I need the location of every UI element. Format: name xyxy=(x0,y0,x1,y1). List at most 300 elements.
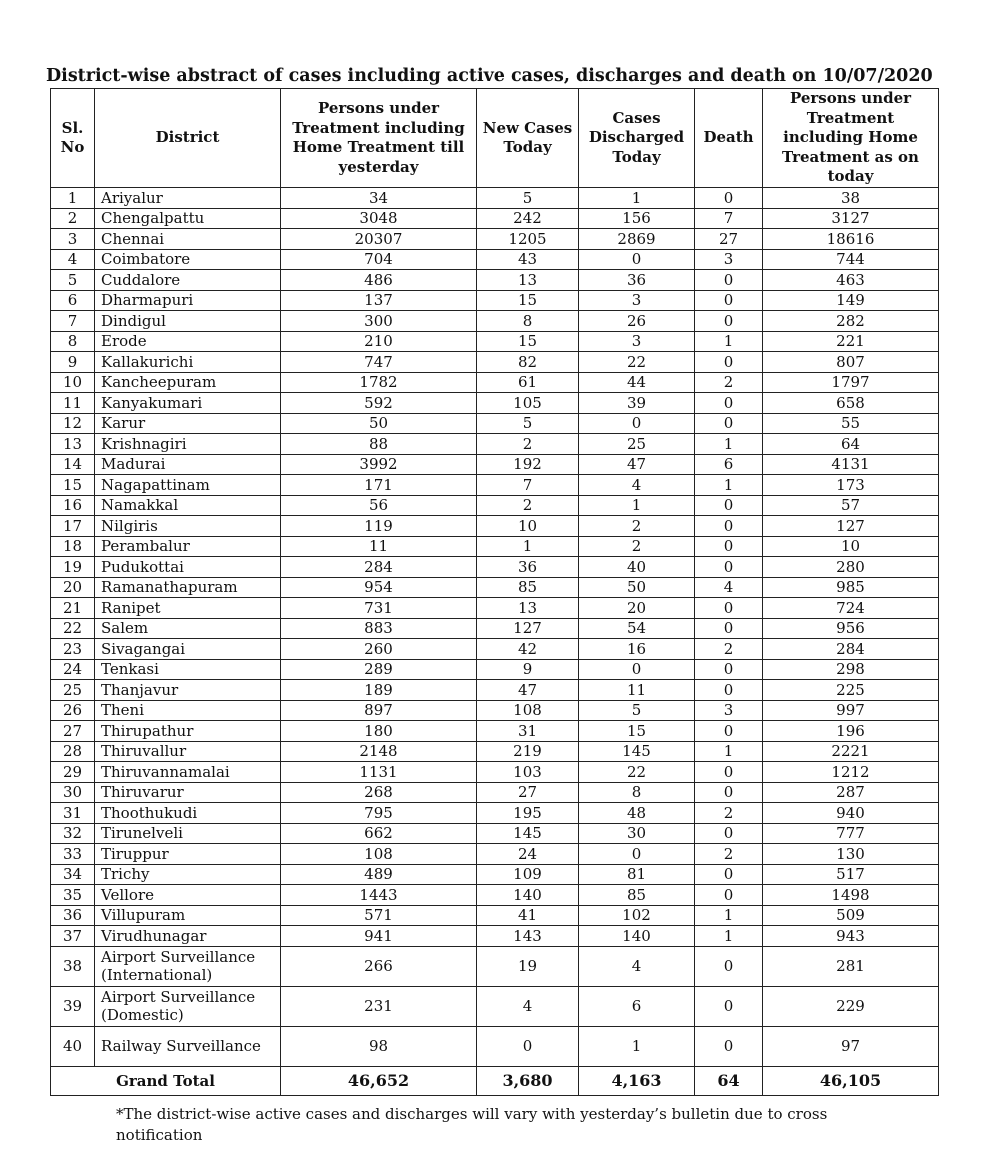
cell-persons-yesterday: 941 xyxy=(281,926,477,947)
cell-sl-no: 9 xyxy=(51,352,95,373)
cell-persons-yesterday: 662 xyxy=(281,823,477,844)
header-discharged: Cases Discharged Today xyxy=(579,89,695,188)
cell-sl-no: 35 xyxy=(51,885,95,906)
cell-death: 3 xyxy=(695,249,763,270)
cell-district: Theni xyxy=(95,700,281,721)
table-row xyxy=(51,372,939,393)
cell-persons-today: 18616 xyxy=(763,229,939,250)
cell-death: 0 xyxy=(695,536,763,557)
cell-sl-no: 3 xyxy=(51,229,95,250)
cell-death: 6 xyxy=(695,454,763,475)
cell-sl-no: 33 xyxy=(51,844,95,865)
cell-new-cases: 41 xyxy=(477,905,579,926)
cell-sl-no: 31 xyxy=(51,803,95,824)
cell-persons-yesterday: 1131 xyxy=(281,762,477,783)
cell-sl-no: 27 xyxy=(51,721,95,742)
district-cases-table xyxy=(50,88,939,1096)
cell-discharged: 85 xyxy=(579,885,695,906)
cell-district: Krishnagiri xyxy=(95,434,281,455)
cell-death: 0 xyxy=(695,495,763,516)
cell-sl-no: 20 xyxy=(51,577,95,598)
cell-death: 0 xyxy=(695,557,763,578)
cell-persons-today: 282 xyxy=(763,311,939,332)
cell-persons-yesterday: 3048 xyxy=(281,208,477,229)
cell-death: 0 xyxy=(695,311,763,332)
cell-persons-yesterday: 88 xyxy=(281,434,477,455)
cell-discharged: 11 xyxy=(579,680,695,701)
table-row xyxy=(51,249,939,270)
cell-persons-today: 724 xyxy=(763,598,939,619)
cell-discharged: 40 xyxy=(579,557,695,578)
cell-persons-yesterday: 171 xyxy=(281,475,477,496)
cell-sl-no: 40 xyxy=(51,1026,95,1066)
cell-discharged: 36 xyxy=(579,270,695,291)
table-row xyxy=(51,393,939,414)
cell-persons-yesterday: 897 xyxy=(281,700,477,721)
table-row xyxy=(51,741,939,762)
cell-new-cases: 242 xyxy=(477,208,579,229)
cell-district: Kallakurichi xyxy=(95,352,281,373)
cell-death: 0 xyxy=(695,598,763,619)
cell-district: Ramanathapuram xyxy=(95,577,281,598)
cell-district: Dharmapuri xyxy=(95,290,281,311)
table-row xyxy=(51,229,939,250)
table-row xyxy=(51,946,939,986)
header-sl-no: Sl. No xyxy=(51,89,95,188)
cell-district: Airport Surveillance (Domestic) xyxy=(95,986,281,1026)
cell-district: Chengalpattu xyxy=(95,208,281,229)
cell-death: 0 xyxy=(695,270,763,291)
cell-new-cases: 140 xyxy=(477,885,579,906)
cell-persons-today: 57 xyxy=(763,495,939,516)
cell-discharged: 0 xyxy=(579,844,695,865)
cell-new-cases: 195 xyxy=(477,803,579,824)
cell-sl-no: 26 xyxy=(51,700,95,721)
cell-discharged: 0 xyxy=(579,413,695,434)
cell-new-cases: 43 xyxy=(477,249,579,270)
cell-persons-today: 1212 xyxy=(763,762,939,783)
cell-sl-no: 15 xyxy=(51,475,95,496)
cell-persons-today: 10 xyxy=(763,536,939,557)
cell-persons-yesterday: 731 xyxy=(281,598,477,619)
grand-total-label: Grand Total xyxy=(51,1066,281,1095)
cell-sl-no: 30 xyxy=(51,782,95,803)
grand-total-death: 64 xyxy=(695,1066,763,1095)
cell-district: Chennai xyxy=(95,229,281,250)
cell-death: 0 xyxy=(695,680,763,701)
cell-discharged: 8 xyxy=(579,782,695,803)
cell-new-cases: 5 xyxy=(477,188,579,209)
cell-persons-today: 3127 xyxy=(763,208,939,229)
cell-district: Trichy xyxy=(95,864,281,885)
cell-discharged: 145 xyxy=(579,741,695,762)
cell-death: 0 xyxy=(695,864,763,885)
cell-persons-today: 284 xyxy=(763,639,939,660)
cell-persons-today: 64 xyxy=(763,434,939,455)
cell-persons-today: 658 xyxy=(763,393,939,414)
cell-death: 2 xyxy=(695,372,763,393)
table-row xyxy=(51,598,939,619)
cell-new-cases: 4 xyxy=(477,986,579,1026)
header-persons-yesterday: Persons under Treatment including Home Treatment till yesterday xyxy=(281,89,477,188)
cell-persons-yesterday: 300 xyxy=(281,311,477,332)
cell-persons-today: 280 xyxy=(763,557,939,578)
cell-new-cases: 61 xyxy=(477,372,579,393)
cell-new-cases: 105 xyxy=(477,393,579,414)
cell-persons-yesterday: 747 xyxy=(281,352,477,373)
cell-persons-yesterday: 20307 xyxy=(281,229,477,250)
cell-persons-yesterday: 486 xyxy=(281,270,477,291)
cell-new-cases: 8 xyxy=(477,311,579,332)
cell-death: 27 xyxy=(695,229,763,250)
cell-discharged: 140 xyxy=(579,926,695,947)
cell-district: Virudhunagar xyxy=(95,926,281,947)
cell-persons-today: 943 xyxy=(763,926,939,947)
header-new-cases: New Cases Today xyxy=(477,89,579,188)
cell-sl-no: 4 xyxy=(51,249,95,270)
cell-sl-no: 28 xyxy=(51,741,95,762)
cell-sl-no: 2 xyxy=(51,208,95,229)
cell-district: Karur xyxy=(95,413,281,434)
table-row xyxy=(51,700,939,721)
table-row xyxy=(51,290,939,311)
cell-death: 2 xyxy=(695,844,763,865)
table-row xyxy=(51,208,939,229)
cell-new-cases: 145 xyxy=(477,823,579,844)
table-row xyxy=(51,475,939,496)
cell-persons-yesterday: 98 xyxy=(281,1026,477,1066)
cell-persons-today: 956 xyxy=(763,618,939,639)
table-row xyxy=(51,782,939,803)
cell-district: Airport Surveillance (International) xyxy=(95,946,281,986)
cell-discharged: 39 xyxy=(579,393,695,414)
cell-sl-no: 10 xyxy=(51,372,95,393)
cell-discharged: 25 xyxy=(579,434,695,455)
cell-sl-no: 11 xyxy=(51,393,95,414)
cell-discharged: 2 xyxy=(579,536,695,557)
cell-discharged: 81 xyxy=(579,864,695,885)
cell-district: Thiruvallur xyxy=(95,741,281,762)
cell-death: 0 xyxy=(695,659,763,680)
cell-persons-today: 1797 xyxy=(763,372,939,393)
cell-persons-yesterday: 2148 xyxy=(281,741,477,762)
cell-death: 0 xyxy=(695,885,763,906)
cell-district: Nagapattinam xyxy=(95,475,281,496)
cell-sl-no: 29 xyxy=(51,762,95,783)
table-row xyxy=(51,926,939,947)
table-row xyxy=(51,986,939,1026)
header-district: District xyxy=(95,89,281,188)
table-row xyxy=(51,352,939,373)
cell-death: 0 xyxy=(695,762,763,783)
cell-sl-no: 39 xyxy=(51,986,95,1026)
cell-sl-no: 16 xyxy=(51,495,95,516)
cell-persons-yesterday: 210 xyxy=(281,331,477,352)
cell-death: 7 xyxy=(695,208,763,229)
table-row xyxy=(51,311,939,332)
cell-new-cases: 85 xyxy=(477,577,579,598)
cell-persons-today: 1498 xyxy=(763,885,939,906)
cell-new-cases: 103 xyxy=(477,762,579,783)
cell-new-cases: 15 xyxy=(477,331,579,352)
table-row xyxy=(51,536,939,557)
cell-death: 4 xyxy=(695,577,763,598)
cell-new-cases: 2 xyxy=(477,495,579,516)
cell-death: 2 xyxy=(695,639,763,660)
cell-new-cases: 5 xyxy=(477,413,579,434)
cell-persons-yesterday: 231 xyxy=(281,986,477,1026)
cell-sl-no: 8 xyxy=(51,331,95,352)
cell-new-cases: 2 xyxy=(477,434,579,455)
cell-discharged: 20 xyxy=(579,598,695,619)
cell-persons-yesterday: 189 xyxy=(281,680,477,701)
cell-persons-yesterday: 489 xyxy=(281,864,477,885)
cell-sl-no: 12 xyxy=(51,413,95,434)
cell-persons-today: 744 xyxy=(763,249,939,270)
cell-district: Tiruppur xyxy=(95,844,281,865)
table-row xyxy=(51,413,939,434)
cell-discharged: 48 xyxy=(579,803,695,824)
cell-discharged: 1 xyxy=(579,188,695,209)
table-row xyxy=(51,680,939,701)
cell-district: Villupuram xyxy=(95,905,281,926)
cell-discharged: 3 xyxy=(579,331,695,352)
cell-persons-today: 281 xyxy=(763,946,939,986)
cell-district: Salem xyxy=(95,618,281,639)
grand-total-discharged: 4,163 xyxy=(579,1066,695,1095)
cell-death: 1 xyxy=(695,926,763,947)
cell-new-cases: 7 xyxy=(477,475,579,496)
cell-persons-today: 997 xyxy=(763,700,939,721)
cell-persons-today: 97 xyxy=(763,1026,939,1066)
cell-district: Kanyakumari xyxy=(95,393,281,414)
cell-death: 0 xyxy=(695,986,763,1026)
cell-death: 1 xyxy=(695,434,763,455)
cell-persons-today: 127 xyxy=(763,516,939,537)
cell-persons-today: 509 xyxy=(763,905,939,926)
cell-discharged: 156 xyxy=(579,208,695,229)
table-row xyxy=(51,270,939,291)
grand-total-persons-yesterday: 46,652 xyxy=(281,1066,477,1095)
table-body xyxy=(51,188,939,1096)
cell-persons-today: 940 xyxy=(763,803,939,824)
cell-sl-no: 18 xyxy=(51,536,95,557)
cell-district: Thoothukudi xyxy=(95,803,281,824)
cell-death: 0 xyxy=(695,393,763,414)
grand-total-new-cases: 3,680 xyxy=(477,1066,579,1095)
cell-discharged: 1 xyxy=(579,495,695,516)
table-row xyxy=(51,516,939,537)
table-row xyxy=(51,1026,939,1066)
table-row xyxy=(51,639,939,660)
cell-death: 0 xyxy=(695,618,763,639)
cell-persons-today: 807 xyxy=(763,352,939,373)
cell-district: Madurai xyxy=(95,454,281,475)
cell-discharged: 4 xyxy=(579,475,695,496)
table-row xyxy=(51,885,939,906)
report-title: District-wise abstract of cases including active cases, discharges and death on 10/07/2020 xyxy=(46,66,933,86)
cell-new-cases: 219 xyxy=(477,741,579,762)
cell-death: 0 xyxy=(695,782,763,803)
cell-sl-no: 7 xyxy=(51,311,95,332)
cell-new-cases: 108 xyxy=(477,700,579,721)
table-row xyxy=(51,864,939,885)
cell-new-cases: 15 xyxy=(477,290,579,311)
cell-death: 1 xyxy=(695,905,763,926)
cell-district: Thirupathur xyxy=(95,721,281,742)
cell-district: Thanjavur xyxy=(95,680,281,701)
cell-sl-no: 5 xyxy=(51,270,95,291)
cell-new-cases: 1205 xyxy=(477,229,579,250)
cell-persons-today: 130 xyxy=(763,844,939,865)
cell-district: Dindigul xyxy=(95,311,281,332)
cell-sl-no: 13 xyxy=(51,434,95,455)
grand-total-row xyxy=(51,1066,939,1095)
cell-sl-no: 32 xyxy=(51,823,95,844)
cell-persons-today: 38 xyxy=(763,188,939,209)
cell-sl-no: 21 xyxy=(51,598,95,619)
cell-persons-today: 4131 xyxy=(763,454,939,475)
cell-persons-today: 55 xyxy=(763,413,939,434)
cell-new-cases: 36 xyxy=(477,557,579,578)
cell-discharged: 47 xyxy=(579,454,695,475)
cell-persons-today: 229 xyxy=(763,986,939,1026)
cell-district: Nilgiris xyxy=(95,516,281,537)
cell-sl-no: 1 xyxy=(51,188,95,209)
cell-discharged: 54 xyxy=(579,618,695,639)
cell-sl-no: 34 xyxy=(51,864,95,885)
table-row xyxy=(51,495,939,516)
table-row xyxy=(51,721,939,742)
cell-death: 0 xyxy=(695,1026,763,1066)
cell-persons-yesterday: 34 xyxy=(281,188,477,209)
cell-persons-yesterday: 289 xyxy=(281,659,477,680)
cell-district: Cuddalore xyxy=(95,270,281,291)
cell-persons-today: 221 xyxy=(763,331,939,352)
cell-new-cases: 10 xyxy=(477,516,579,537)
cell-persons-yesterday: 108 xyxy=(281,844,477,865)
cell-death: 1 xyxy=(695,331,763,352)
cell-discharged: 26 xyxy=(579,311,695,332)
cell-death: 1 xyxy=(695,741,763,762)
cell-sl-no: 6 xyxy=(51,290,95,311)
cell-persons-yesterday: 180 xyxy=(281,721,477,742)
cell-persons-yesterday: 56 xyxy=(281,495,477,516)
cell-persons-today: 225 xyxy=(763,680,939,701)
cell-new-cases: 127 xyxy=(477,618,579,639)
cell-discharged: 102 xyxy=(579,905,695,926)
cell-new-cases: 13 xyxy=(477,270,579,291)
cell-death: 0 xyxy=(695,413,763,434)
cell-discharged: 22 xyxy=(579,352,695,373)
cell-persons-yesterday: 954 xyxy=(281,577,477,598)
cell-district: Thiruvarur xyxy=(95,782,281,803)
cell-persons-today: 517 xyxy=(763,864,939,885)
cell-death: 0 xyxy=(695,721,763,742)
cell-persons-yesterday: 1443 xyxy=(281,885,477,906)
table-row xyxy=(51,844,939,865)
cell-new-cases: 109 xyxy=(477,864,579,885)
cell-sl-no: 17 xyxy=(51,516,95,537)
cell-persons-today: 463 xyxy=(763,270,939,291)
cell-discharged: 22 xyxy=(579,762,695,783)
cell-district: Tenkasi xyxy=(95,659,281,680)
cell-district: Kancheepuram xyxy=(95,372,281,393)
cell-persons-today: 287 xyxy=(763,782,939,803)
table-row xyxy=(51,803,939,824)
cell-persons-today: 196 xyxy=(763,721,939,742)
cell-persons-yesterday: 795 xyxy=(281,803,477,824)
table-row xyxy=(51,762,939,783)
cell-persons-yesterday: 571 xyxy=(281,905,477,926)
cell-persons-yesterday: 137 xyxy=(281,290,477,311)
cell-new-cases: 143 xyxy=(477,926,579,947)
cell-death: 0 xyxy=(695,823,763,844)
cell-persons-yesterday: 592 xyxy=(281,393,477,414)
cell-sl-no: 38 xyxy=(51,946,95,986)
cell-discharged: 1 xyxy=(579,1026,695,1066)
cell-discharged: 16 xyxy=(579,639,695,660)
cell-persons-yesterday: 268 xyxy=(281,782,477,803)
cell-discharged: 0 xyxy=(579,659,695,680)
cell-death: 0 xyxy=(695,290,763,311)
cell-discharged: 0 xyxy=(579,249,695,270)
cell-district: Coimbatore xyxy=(95,249,281,270)
table-row xyxy=(51,659,939,680)
cell-persons-today: 2221 xyxy=(763,741,939,762)
cell-discharged: 15 xyxy=(579,721,695,742)
cell-district: Namakkal xyxy=(95,495,281,516)
cell-new-cases: 192 xyxy=(477,454,579,475)
grand-total-persons-today: 46,105 xyxy=(763,1066,939,1095)
cell-district: Ariyalur xyxy=(95,188,281,209)
cell-district: Perambalur xyxy=(95,536,281,557)
cell-sl-no: 25 xyxy=(51,680,95,701)
cell-death: 0 xyxy=(695,516,763,537)
cell-discharged: 3 xyxy=(579,290,695,311)
cell-new-cases: 24 xyxy=(477,844,579,865)
header-persons-today: Persons under Treatment including Home Treatment as on today xyxy=(763,89,939,188)
cell-new-cases: 19 xyxy=(477,946,579,986)
cell-persons-yesterday: 266 xyxy=(281,946,477,986)
table-row xyxy=(51,188,939,209)
cell-persons-yesterday: 883 xyxy=(281,618,477,639)
cell-new-cases: 31 xyxy=(477,721,579,742)
cell-new-cases: 9 xyxy=(477,659,579,680)
cell-sl-no: 24 xyxy=(51,659,95,680)
cell-persons-today: 985 xyxy=(763,577,939,598)
cell-death: 3 xyxy=(695,700,763,721)
cell-discharged: 50 xyxy=(579,577,695,598)
cell-new-cases: 42 xyxy=(477,639,579,660)
cell-new-cases: 13 xyxy=(477,598,579,619)
table-row xyxy=(51,557,939,578)
cell-persons-yesterday: 260 xyxy=(281,639,477,660)
cell-discharged: 44 xyxy=(579,372,695,393)
cell-death: 0 xyxy=(695,188,763,209)
cell-death: 0 xyxy=(695,352,763,373)
cell-sl-no: 19 xyxy=(51,557,95,578)
cell-death: 1 xyxy=(695,475,763,496)
cell-new-cases: 0 xyxy=(477,1026,579,1066)
cell-district: Vellore xyxy=(95,885,281,906)
cell-sl-no: 37 xyxy=(51,926,95,947)
cell-district: Tirunelveli xyxy=(95,823,281,844)
cell-persons-yesterday: 704 xyxy=(281,249,477,270)
cell-district: Ranipet xyxy=(95,598,281,619)
cell-persons-yesterday: 1782 xyxy=(281,372,477,393)
cell-death: 2 xyxy=(695,803,763,824)
